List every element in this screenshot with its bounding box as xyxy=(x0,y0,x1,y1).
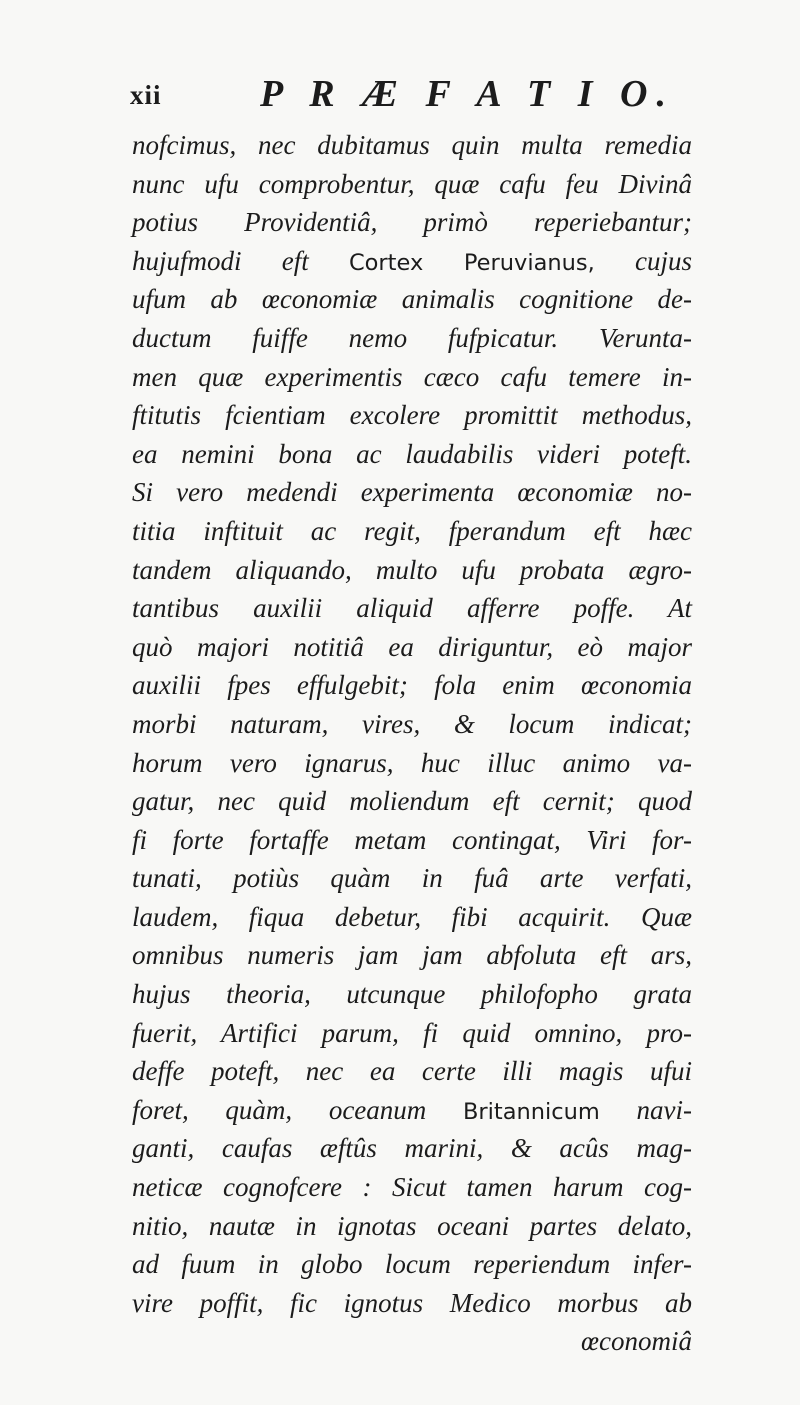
text-line xyxy=(132,319,692,358)
italic-text-segment: nitio, nautæ in ignotas oceani partes delato, xyxy=(132,1210,692,1241)
italic-text-segment: nofcimus, nec dubitamus quin multa remedia xyxy=(132,130,692,160)
italic-text-segment: ganti, caufas æftûs marini, & acûs mag- xyxy=(132,1133,692,1164)
page-header xyxy=(130,72,690,116)
text-line xyxy=(132,203,692,242)
text-line xyxy=(132,1168,692,1207)
text-line xyxy=(132,358,692,397)
text-line xyxy=(132,551,692,590)
page-number: xii xyxy=(130,80,162,110)
italic-text-segment: quò majori notitiâ ea diriguntur, eò major xyxy=(132,631,692,662)
roman-text-segment: Britannicum xyxy=(462,1098,600,1125)
italic-text-segment: Si vero medendi experimenta œconomiæ no- xyxy=(132,477,692,508)
catchword-line xyxy=(132,1322,692,1361)
text-line xyxy=(132,936,692,975)
text-line xyxy=(132,1207,692,1246)
italic-text-segment: omnibus numeris jam jam abfoluta eft ars, xyxy=(132,940,692,971)
text-line xyxy=(132,589,692,628)
text-line xyxy=(132,1129,692,1168)
italic-text-segment: potius Providentiâ, primò reperiebantur; xyxy=(132,207,692,238)
italic-text-segment: ufum ab œconomiæ animalis cognitione de- xyxy=(132,284,692,315)
text-line xyxy=(132,1284,692,1323)
text-line xyxy=(132,396,692,435)
italic-text-segment: auxilii fpes effulgebit; fola enim œconomia xyxy=(132,670,692,701)
italic-text-segment: vire poffit, fic ignotus Medico morbus ab xyxy=(132,1287,692,1318)
text-line xyxy=(132,280,692,319)
text-line xyxy=(132,512,692,551)
text-line xyxy=(132,744,692,783)
text-line xyxy=(132,898,692,937)
italic-text-segment: cujus xyxy=(594,245,692,276)
italic-text-segment: tandem aliquando, multo ufu probata ægro- xyxy=(132,554,692,585)
italic-text-segment: nunc ufu comprobentur, quæ cafu feu Divinâ xyxy=(132,168,692,199)
italic-text-segment: œconomiâ xyxy=(581,1326,692,1357)
text-line xyxy=(132,126,692,165)
italic-text-segment: foret, quàm, oceanum xyxy=(132,1094,463,1125)
italic-text-segment: hujufmodi eft xyxy=(132,245,349,276)
italic-text-segment: laudem, fiqua debetur, fibi acquirit. Quæ xyxy=(132,901,692,932)
italic-text-segment: gatur, nec quid moliendum eft cernit; quod xyxy=(132,786,692,817)
italic-text-segment: titia inftituit ac regit, fperandum eft hæc xyxy=(132,515,692,546)
text-line xyxy=(132,705,692,744)
italic-text-segment: hujus theoria, utcunque philofopho grata xyxy=(132,979,692,1010)
italic-text-segment: ad fuum in globo locum reperiendum infer- xyxy=(132,1249,692,1280)
italic-text-segment: horum vero ignarus, huc illuc animo va- xyxy=(132,747,692,778)
text-line xyxy=(132,242,692,281)
italic-text-segment: deffe poteft, nec ea certe illi magis ufui xyxy=(132,1056,692,1087)
roman-text-segment: Cortex Peruvianus, xyxy=(348,249,595,276)
italic-text-segment: morbi naturam, vires, & locum indicat; xyxy=(132,708,692,739)
text-line xyxy=(132,859,692,898)
body-text xyxy=(132,126,692,1361)
text-line xyxy=(132,1052,692,1091)
running-title: P R Æ F A T I O. xyxy=(260,73,675,115)
italic-text-segment: fuerit, Artifici parum, fi quid omnino, pro- xyxy=(132,1017,692,1048)
text-line xyxy=(132,435,692,474)
text-line xyxy=(132,821,692,860)
italic-text-segment: ductum fuiffe nemo fufpicatur. Verunta- xyxy=(132,322,692,353)
text-line xyxy=(132,1091,692,1130)
text-line xyxy=(132,1014,692,1053)
text-line xyxy=(132,473,692,512)
text-line xyxy=(132,666,692,705)
text-line xyxy=(132,165,692,204)
text-line xyxy=(132,975,692,1014)
text-line xyxy=(132,628,692,667)
italic-text-segment: fi forte fortaffe metam contingat, Viri for- xyxy=(132,824,692,855)
italic-text-segment: navi- xyxy=(599,1094,692,1125)
text-line xyxy=(132,782,692,821)
italic-text-segment: ftitutis fcientiam excolere promittit methodus, xyxy=(132,400,692,431)
italic-text-segment: tunati, potiùs quàm in fuâ arte verfati, xyxy=(132,863,692,894)
italic-text-segment: tantibus auxilii aliquid afferre poffe. At xyxy=(132,593,692,624)
italic-text-segment: men quæ experimentis cæco cafu temere in- xyxy=(132,361,692,392)
italic-text-segment: neticæ cognofcere : Sicut tamen harum cog- xyxy=(132,1172,692,1203)
italic-text-segment: ea nemini bona ac laudabilis videri poteft. xyxy=(132,438,692,469)
text-line xyxy=(132,1245,692,1284)
